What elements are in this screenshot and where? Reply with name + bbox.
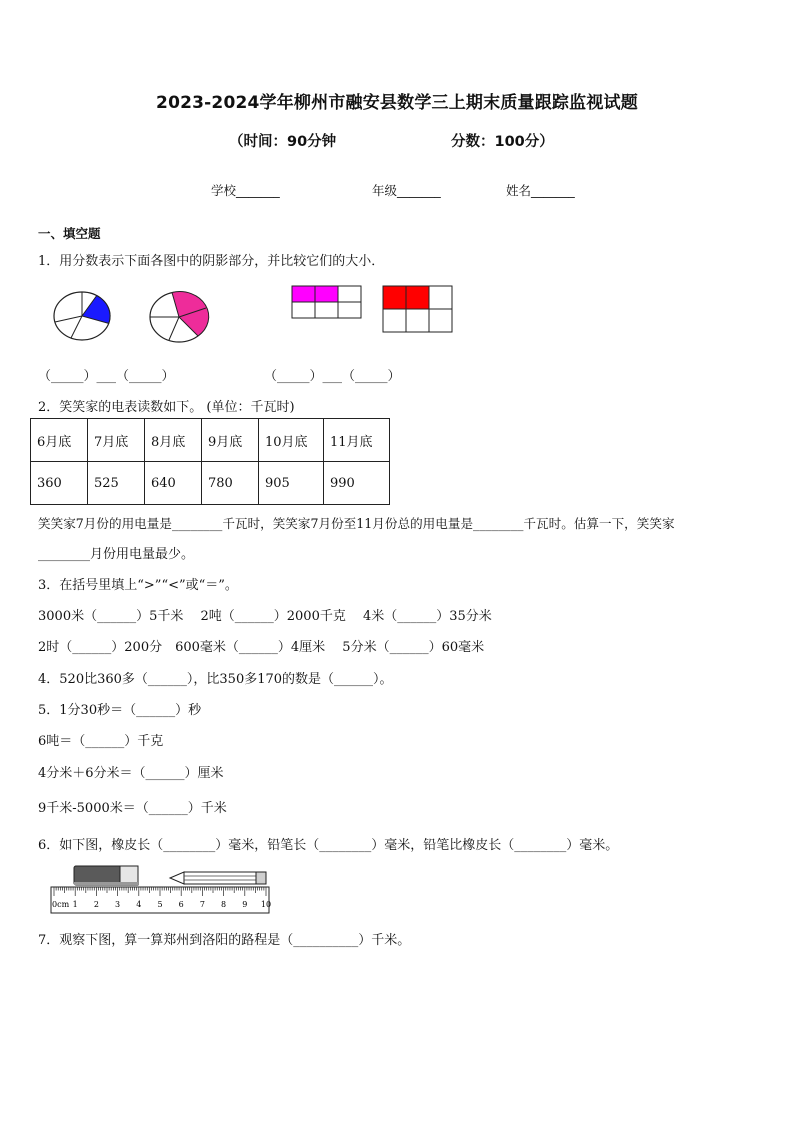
table-header-cell: 9月底 [202, 419, 259, 462]
ruler-label: 8 [221, 900, 227, 909]
grid-magenta-figure [292, 286, 361, 318]
electric-meter-table [30, 418, 390, 505]
table-header-cell: 6月底 [31, 419, 88, 462]
section-heading: 一、填空题 [38, 226, 101, 241]
q1-answer-right[interactable]: （_____）___（_____） [264, 369, 401, 384]
table-cell: 640 [145, 462, 202, 505]
q2-fill-line-2[interactable]: ________月份用电量最少。 [38, 547, 195, 562]
q1-grid-figures [290, 284, 454, 336]
circle-blue-figure [54, 292, 110, 340]
ruler-label: 2 [93, 900, 99, 909]
ruler-label: 7 [199, 900, 205, 909]
circle-pink-figure [150, 292, 209, 342]
total-score: 分数：100分） [451, 134, 554, 150]
table-cell: 905 [259, 462, 324, 505]
question-5-line-3[interactable]: 4分米＋6分米＝（______）厘米 [38, 766, 224, 781]
ruler-label: 0cm [52, 900, 70, 909]
question-7[interactable]: 7．观察下图，算一算郑州到洛阳的路程是（__________）千米。 [38, 933, 411, 948]
table-header-cell: 7月底 [88, 419, 145, 462]
ruler-label: 10 [260, 900, 272, 909]
school-field: 学校_______ [211, 183, 280, 198]
ruler-label: 3 [115, 900, 121, 909]
table-cell: 360 [31, 462, 88, 505]
ruler-label: 1 [72, 900, 78, 909]
table-header-row [31, 419, 390, 462]
table-header-cell: 11月底 [324, 419, 390, 462]
question-1: 1．用分数表示下面各图中的阴影部分，并比较它们的大小． [38, 254, 385, 269]
q3-row-1[interactable]: 3000米（______）5千米 2吨（______）2000千克 4米（______）35分米 [38, 609, 492, 624]
grade-field: 年级_______ [372, 183, 441, 198]
question-5-line-4[interactable]: 9千米-5000米＝（______）千米 [38, 801, 227, 816]
ruler-figure [48, 860, 272, 916]
table-cell: 780 [202, 462, 259, 505]
question-6[interactable]: 6．如下图，橡皮长（________）毫米，铅笔长（________）毫米，铅笔比橡皮长（________）毫米。 [38, 838, 619, 853]
q2-fill-line-1[interactable]: 笑笑家7月份的用电量是________千瓦时，笑笑家7月份至11月份总的用电量是________千瓦时。估算一下，笑笑家 [38, 516, 675, 531]
eraser-figure [74, 866, 138, 885]
question-5-line-1[interactable]: 5．1分30秒＝（______）秒 [38, 703, 202, 718]
question-4[interactable]: 4．520比360多（______），比350多170的数是（______）。 [38, 672, 393, 687]
pencil-figure [170, 872, 266, 884]
q1-circle-figures [48, 286, 228, 346]
ruler-label: 5 [157, 900, 163, 909]
page-title: 2023-2024学年柳州市融安县数学三上期末质量跟踪监视试题 [156, 93, 638, 113]
question-3: 3．在括号里填上“>”“<”或“＝”。 [38, 578, 238, 593]
grid-red-figure [383, 286, 452, 332]
question-2: 2．笑笑家的电表读数如下。 (单位：千瓦时) [38, 400, 295, 415]
time-limit: （时间：90分钟 [229, 134, 337, 150]
ruler-label: 9 [242, 900, 248, 909]
q3-row-2[interactable]: 2时（______）200分 600毫米（______）4厘米 5分米（______）60毫米 [38, 640, 485, 655]
table-header-cell: 10月底 [259, 419, 324, 462]
question-5-line-2[interactable]: 6吨＝（______）千克 [38, 734, 164, 749]
ruler-label: 6 [178, 900, 184, 909]
table-cell: 990 [324, 462, 390, 505]
table-header-cell: 8月底 [145, 419, 202, 462]
table-row [31, 462, 390, 505]
table-cell: 525 [88, 462, 145, 505]
q1-answer-left[interactable]: （_____）___（_____） [38, 369, 175, 384]
ruler-label: 4 [136, 900, 142, 909]
name-field: 姓名_______ [506, 183, 575, 198]
